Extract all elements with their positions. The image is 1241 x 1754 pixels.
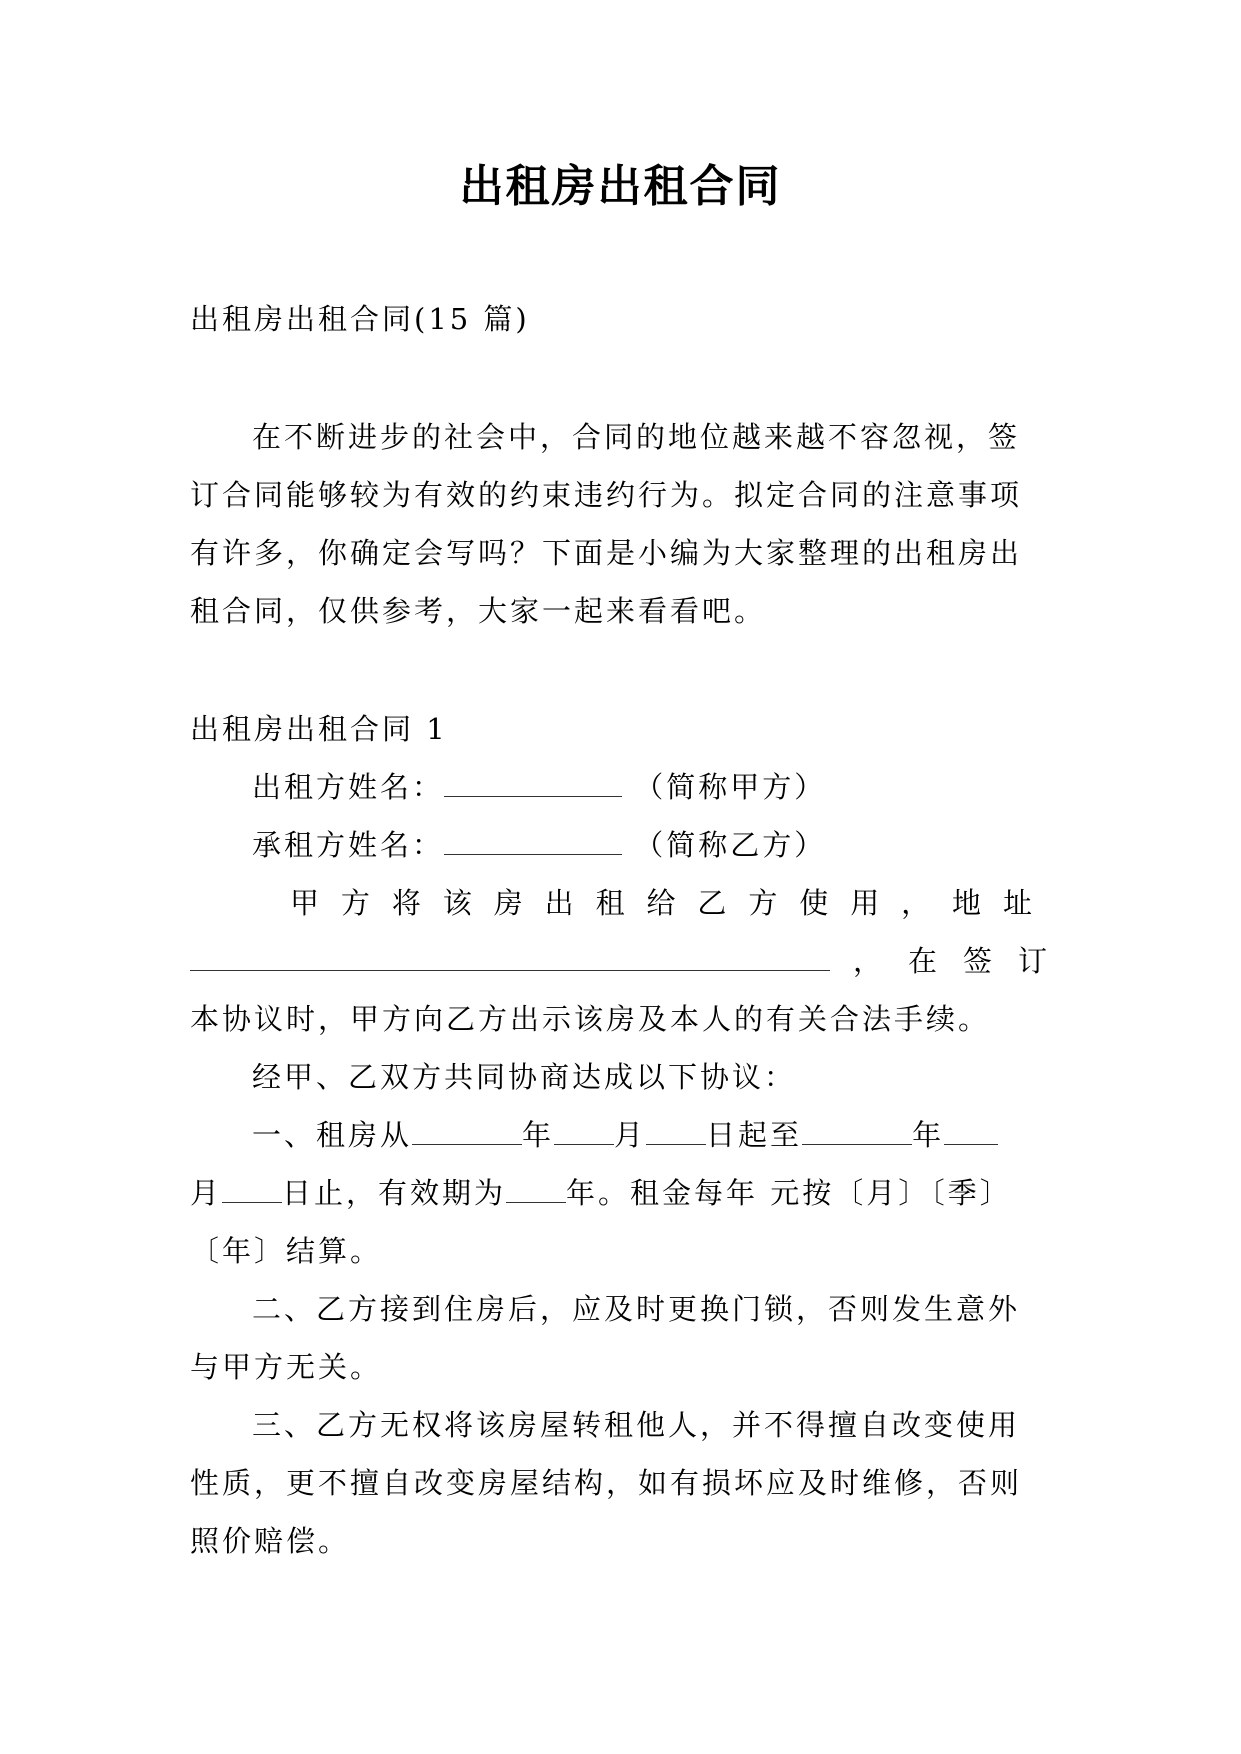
start-day-blank [646, 1120, 706, 1145]
end-day-blank [222, 1178, 282, 1203]
clause-1-rent: 年。租金每年 元按〔月〕〔季〕〔年〕结算。 [190, 1176, 1012, 1268]
clause-1-day-label: 日起至 [706, 1118, 803, 1152]
agreement-intro: 经甲、乙双方共同协商达成以下协议： [252, 1060, 797, 1094]
start-year-blank [412, 1120, 522, 1145]
document-body [190, 290, 1050, 1570]
clause-1-month-label: 月 [614, 1118, 647, 1152]
lessee-suffix: （简称乙方） [634, 828, 827, 862]
clause-1 [190, 1106, 1050, 1280]
clause-1-end-month-label: 月 [190, 1176, 223, 1210]
lessor-suffix: （简称甲方） [634, 770, 827, 804]
clause-2: 二、乙方接到住房后，应及时更换门锁，否则发生意外与甲方无关。 [190, 1292, 1021, 1384]
address-continuation: 本协议时，甲方向乙方出示该房及本人的有关合法手续。 [190, 1002, 991, 1036]
section-heading: 出租房出租合同 1 [190, 712, 448, 746]
lessee-name-blank [444, 830, 622, 855]
lessee-label: 承租方姓名： [252, 828, 445, 862]
address-suffix: ，在签订 [830, 944, 1050, 978]
clause-1-validity: 日止，有效期为 [282, 1176, 507, 1210]
end-year-blank [802, 1120, 912, 1145]
address-blank [190, 946, 830, 971]
clause-1-start: 一、租房从 [252, 1118, 413, 1152]
clause-1-year-label: 年 [522, 1118, 555, 1152]
address-line: 甲方将该房出租给乙方使用，地址 [290, 886, 1050, 920]
lessee-line [190, 816, 1050, 874]
document-subtitle: 出租房出租合同(15 篇) [190, 302, 530, 336]
validity-years-blank [506, 1178, 566, 1203]
document-title: 出租房出租合同 [459, 161, 782, 212]
clause-1-end-year-label: 年 [912, 1118, 945, 1152]
lessor-line [190, 758, 1050, 816]
lessor-label: 出租方姓名： [252, 770, 445, 804]
address-blank-line [190, 932, 1050, 990]
end-month-blank-a [944, 1120, 998, 1145]
start-month-blank [554, 1120, 614, 1145]
clause-3: 三、乙方无权将该房屋转租他人，并不得擅自改变使用性质，更不擅自改变房屋结构，如有损坏应及时维修，否则照价赔偿。 [190, 1408, 1023, 1558]
intro-paragraph: 在不断进步的社会中，合同的地位越来越不容忽视，签订合同能够较为有效的约束违约行为。拟定合同的注意事项有许多，你确定会写吗？下面是小编为大家整理的出租房出租合同，仅供参考，大家一起来看看吧。 [190, 420, 1023, 628]
lessor-name-blank [444, 772, 622, 797]
